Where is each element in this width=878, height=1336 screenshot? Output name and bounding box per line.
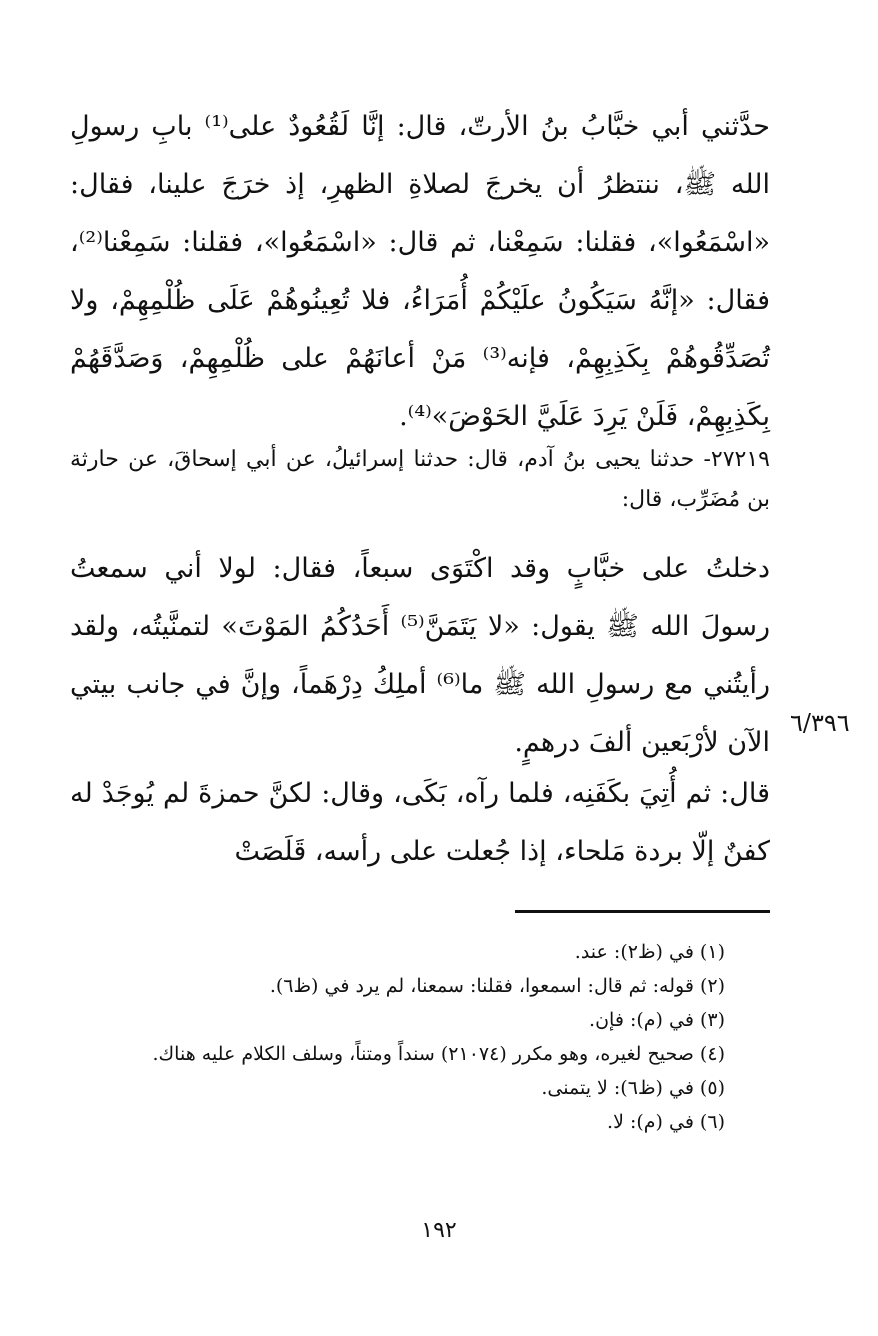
hadith-matn: دخلتُ على خبَّابٍ وقد اكْتَوَى سبعاً، فقال: لولا أني سمعتُ رسولَ الله ﷺ يقول: «لا يَتَمَنَّ⁽⁵⁾ أَحَدُكُمُ المَوْتَ» لتمنَّيتُه، ولقد رأيتُني مع رسولِ الله ﷺ ما⁽⁶⁾ أملِكُ دِرْهَماً، وإنَّ في جانب بيتي الآن لأرْبَعين ألفَ درهمٍ.	[70, 553, 771, 758]
volume-page-reference: ٦/٣٩٦	[790, 709, 850, 737]
footnote: (٣) في (م): فإن.	[589, 1009, 725, 1031]
footnote: (٥) في (ظ٦): لا يتمنى.	[541, 1077, 725, 1099]
footnote-divider	[515, 910, 770, 913]
hadith-isnad: ٢٧٢١٩- حدثنا يحيى بنُ آدم، قال: حدثنا إسرائيلُ، عن أبي إسحاقَ، عن حارثة بن مُضَرِّب، قال:	[70, 447, 770, 512]
page-number: ١٩٢	[421, 1218, 457, 1243]
hadith-paragraph: حدَّثني أبي خبَّابُ بنُ الأرتّ، قال: إنَّا لَقُعُودٌ على⁽¹⁾ بابِ رسولِ الله ﷺ، ننتظرُ أن يخرجَ لصلاةِ الظهرِ، إذ خرَجَ علينا، فقال: «اسْمَعُوا»، فقلنا: سَمِعْنا، ثم قال: «اسْمَعُوا»، فقلنا: سَمِعْنا⁽²⁾، فقال: «إنَّهُ سَيَكُونُ علَيْكُمْ أُمَرَاءُ، فلا تُعِينُوهُمْ عَلَى ظُلْمِهِمْ، ولا تُصَدِّقُوهُمْ بِكَذِبِهِمْ، فإنه⁽³⁾ مَنْ أعانَهُمْ على ظُلْمِهِمْ، وَصَدَّقَهُمْ بِكَذِبِهِمْ، فَلَنْ يَرِدَ عَلَيَّ الحَوْضَ»⁽⁴⁾.	[70, 111, 770, 432]
footnote: (١) في (ظ٢): عند.	[574, 941, 725, 963]
footnote: (٤) صحيح لغيره، وهو مكرر (٢١٠٧٤) سنداً ومتناً، وسلف الكلام عليه هناك.	[152, 1043, 725, 1065]
footnote: (٢) قوله: ثم قال: اسمعوا، فقلنا: سمعنا، لم يرد في (ظ٦).	[269, 975, 725, 997]
hadith-matn-continuation: قال: ثم أُتِيَ بكَفَنِه، فلما رآه، بَكَى، وقال: لكنَّ حمزةَ لم يُوجَدْ له كفنٌ إلّا بردة مَلحاء، إذا جُعلت على رأسه، قَلَصَتْ	[70, 778, 770, 867]
footnotes	[70, 935, 765, 1139]
footnote: (٦) في (م): لا.	[607, 1111, 725, 1133]
